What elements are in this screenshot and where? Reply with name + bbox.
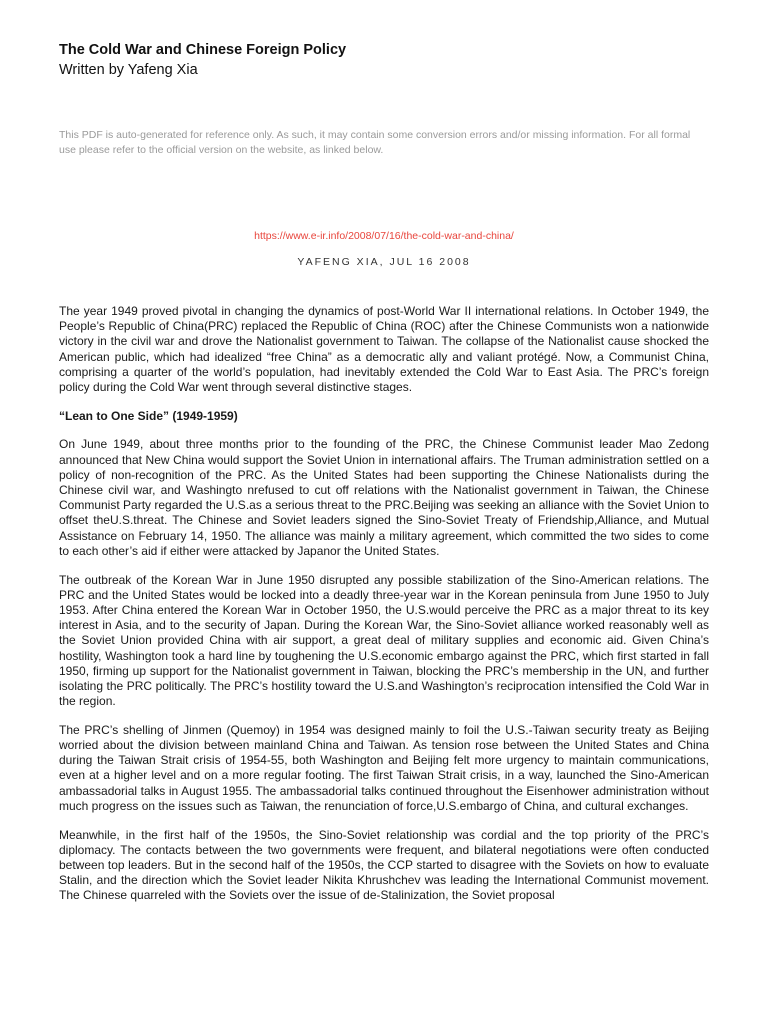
article-paragraph: The year 1949 proved pivotal in changing the dynamics of post-World War II international relations. In October 1949, the People’s Republic of China(PRC) replaced the Republic of China (ROC) after the Chinese Communists won a nationwide victory in the civil war and drove the Nationalist government to Taiwan. The collapse of the Nationalist cause shocked the American public, which had idealized “free China” as a democratic ally and valiant protégé. Now, a Communist China, comprising a quarter of the world’s population, had inevitably extended the Cold War to East Asia. The PRC’s foreign policy during the Cold War went through several distinctive stages.	[59, 304, 709, 395]
article-paragraph: The PRC’s shelling of Jinmen (Quemoy) in 1954 was designed mainly to foil the U.S.-Taiwan security treaty as Beijing worried about the division between mainland China and Taiwan. As tension rose between the United States and China during the Taiwan Strait crisis of 1954-55, both Washington and Beijing felt more urgency to maintain communications, even at a higher level and on a more regular footing. The first Taiwan Strait crisis, in a way, launched the Sino-American ambassadorial talks in August 1955. The ambassadorial talks continued throughout the Eisenhower administration without much progress on the issues such as Taiwan, the renunciation of force,U.S.embargo of China, and cultural exchanges.	[59, 722, 709, 813]
pdf-disclaimer: This PDF is auto-generated for reference only. As such, it may contain some conversion errors and/or missing information. For all formal use please refer to the official version on the website, as linked below.	[59, 129, 691, 156]
article-paragraph: Meanwhile, in the first half of the 1950s, the Sino-Soviet relationship was cordial and the top priority of the PRC’s diplomacy. The contacts between the two governments were frequent, and bilateral negotiations were often conducted between top leaders. But in the second half of the 1950s, the CCP started to disagree with the Soviets on how to evaluate Stalin, and the direction which the Soviet leader Nikita Khrushchev was leading the International Communist movement. The Chinese quarreled with the Soviets over the issue of de-Stalinization, the Soviet proposal	[59, 827, 709, 903]
article-paragraph: On June 1949, about three months prior to the founding of the PRC, the Chinese Communist leader Mao Zedong announced that New China would support the Soviet Union in international affairs. The Truman administration settled on a policy of non-recognition of the PRC. As the United States had been supporting the Chinese Nationalists during the Chinese civil war, and Washingto nrefused to cut off relations with the Nationalist government in Taiwan, the Chinese Communist Party regarded the U.S.as a serious threat to the PRC.Beijing was seeking an alliance with the Soviet Union to offset theU.S.threat. The Chinese and Soviet leaders signed the Sino-Soviet Treaty of Friendship,Alliance, and Mutual Assistance on February 14, 1950. The alliance was mainly a military agreement, which committed the two sides to come to each other’s aid if either were attacked by Japanor the United States.	[59, 437, 709, 558]
article-paragraph: The outbreak of the Korean War in June 1950 disrupted any possible stabilization of the Sino-American relations. The PRC and the United States would be locked into a deadly three-year war in the Korean peninsula from June 1950 to July 1953. After China entered the Korean War in October 1950, the U.S.would perceive the PRC as a major threat to its key interest in Asia, and to the security of Japan. During the Korean War, the Sino-Soviet alliance worked reasonably well as the Soviet Union provided China with air support, a great deal of military supplies and economic aid. Given China’s hostility, Washington took a hard line by toughening the U.S.economic embargo against the PRC, which first started in fall 1950, firming up support for the Nationalist government in Taiwan, blocking the PRC’s membership in the UN, and further isolating the PRC politically. The PRC’s hostility toward the U.S.and Washington’s reciprocation intensified the Cold War in the region.	[59, 572, 709, 709]
section-heading: “Lean to One Side” (1949-1959)	[59, 408, 238, 423]
article-body	[59, 304, 709, 904]
author-date-byline: YAFENG XIA, JUL 16 2008	[297, 256, 471, 268]
document-author: Written by Yafeng Xia	[59, 62, 198, 78]
document-title: The Cold War and Chinese Foreign Policy	[59, 42, 347, 58]
source-url-link[interactable]: https://www.e-ir.info/2008/07/16/the-cold-war-and-china/	[254, 230, 514, 242]
document-page	[59, 40, 709, 917]
